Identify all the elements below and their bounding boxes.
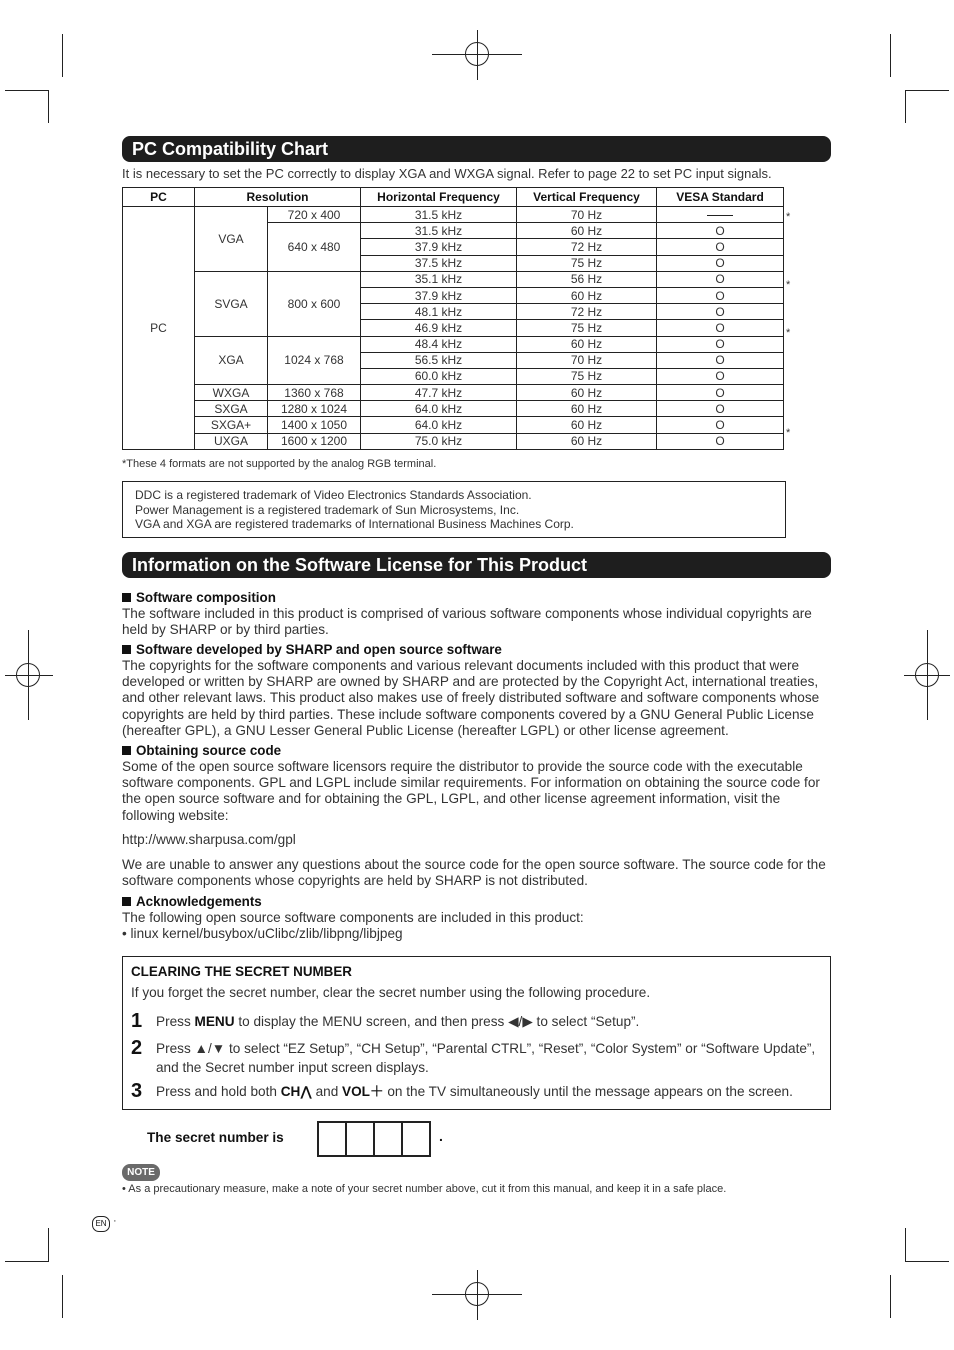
step-2-text: Press ▲/▼ to select “EZ Setup”, “CH Setup”, “Parental CTRL”, “Reset”, “Color System” or “Software Update”, and the Secret number input screen displays.	[156, 1041, 816, 1075]
unable-to-answer-text: We are unable to answer any questions about the source code for the open source software. The source code for the software components whose copyrights are held by SHARP is not distributed.	[122, 857, 826, 889]
group-sxga: SXGA	[195, 401, 268, 417]
h-freq-cell: 47.7 kHz	[361, 385, 517, 401]
secret-digit-box	[319, 1123, 347, 1155]
secret-digit-box	[375, 1123, 403, 1155]
vesa-cell: O	[657, 304, 784, 320]
h-freq-cell: 31.5 kHz	[361, 223, 517, 239]
secret-number-title: CLEARING THE SECRET NUMBER	[131, 964, 352, 979]
table-row	[123, 401, 784, 417]
square-bullet-icon	[122, 645, 131, 654]
group-uxga: UXGA	[195, 433, 268, 449]
h-freq-cell: 56.5 kHz	[361, 352, 517, 368]
secret-number-label: The secret number is	[147, 1130, 284, 1145]
step-number: 1	[131, 1010, 143, 1032]
h-freq-cell: 37.9 kHz	[361, 287, 517, 303]
group-vga: VGA	[195, 207, 268, 272]
header-vertical-frequency: Vertical Frequency	[517, 188, 657, 207]
step-number: 3	[131, 1080, 143, 1102]
v-freq-cell: 60 Hz	[517, 401, 657, 417]
software-developed-text: The copyrights for the software components and various relevant documents included with this product that were developed or written by SHARP are owned by SHARP and are protected by the Copyright Act, international treaties, and other relevant laws. This product also makes use of freely distributed software and software components whose copyrights are held by third parties. These include software components covered by a GNU General Public License (hereafter GPL), a GNU Lesser General Public License (hereafter LGPL) or other license agreement.	[122, 658, 820, 738]
obtaining-source-heading: Obtaining source code	[122, 743, 281, 758]
vesa-cell: O	[657, 368, 784, 384]
group-wxga: WXGA	[195, 385, 268, 401]
secret-number-period: .	[439, 1128, 443, 1144]
v-freq-cell: 60 Hz	[517, 287, 657, 303]
h-freq-cell: 64.0 kHz	[361, 401, 517, 417]
menu-key: MENU	[194, 1014, 235, 1029]
vesa-cell: O	[657, 433, 784, 449]
pc-label: PC	[123, 207, 195, 450]
v-freq-cell: 70 Hz	[517, 207, 657, 223]
vesa-cell: O	[657, 255, 784, 271]
vesa-cell: O	[657, 417, 784, 433]
group-sxga-plus: SXGA+	[195, 417, 268, 433]
resolution-cell: 800 x 600	[268, 271, 361, 336]
ch-up-key: CH⋀	[280, 1084, 312, 1099]
step-3-text: Press and hold both CH⋀ and VOL＋ on the TV simultaneously until the message appears on the screen.	[156, 1084, 793, 1099]
h-freq-cell: 48.1 kHz	[361, 304, 517, 320]
trademark-box	[122, 481, 786, 538]
software-developed-heading: Software developed by SHARP and open source software	[122, 642, 502, 657]
software-license-title: Information on the Software License for This Product	[122, 552, 831, 578]
table-row	[123, 207, 784, 223]
resolution-cell: 1280 x 1024	[268, 401, 361, 417]
h-freq-cell: 35.1 kHz	[361, 271, 517, 287]
table-footnote: *These 4 formats are not supported by the analog RGB terminal.	[122, 458, 437, 470]
v-freq-cell: 56 Hz	[517, 271, 657, 287]
resolution-cell: 720 x 400	[268, 207, 361, 223]
left-right-arrow-icon: ◀/▶	[508, 1014, 533, 1029]
dash-mark	[707, 215, 733, 216]
h-freq-cell: 48.4 kHz	[361, 336, 517, 352]
asterisk-mark: *	[786, 279, 791, 291]
note-badge: NOTE	[122, 1164, 160, 1181]
vesa-cell: O	[657, 336, 784, 352]
h-freq-cell: 60.0 kHz	[361, 368, 517, 384]
table-row	[123, 433, 784, 449]
resolution-cell: 1400 x 1050	[268, 417, 361, 433]
vesa-cell: O	[657, 320, 784, 336]
v-freq-cell: 70 Hz	[517, 352, 657, 368]
acknowledgements-list: • linux kernel/busybox/uClibc/zlib/libpng/libjpeg	[122, 926, 403, 941]
software-composition-text: The software included in this product is comprised of various software components whose individual copyrights are held by SHARP or by third parties.	[122, 606, 812, 638]
square-bullet-icon	[122, 593, 131, 602]
v-freq-cell: 60 Hz	[517, 433, 657, 449]
trademark-line: VGA and XGA are registered trademarks of International Business Machines Corp.	[135, 517, 574, 531]
resolution-cell: 640 x 480	[268, 223, 361, 272]
vol-up-key: VOL＋	[342, 1084, 384, 1099]
step-1-text: Press MENU to display the MENU screen, and then press ◀/▶ to select “Setup”.	[156, 1014, 640, 1029]
header-horizontal-frequency: Horizontal Frequency	[361, 188, 517, 207]
acknowledgements-heading: Acknowledgements	[122, 894, 262, 909]
software-composition-heading: Software composition	[122, 590, 276, 605]
vesa-cell: O	[657, 271, 784, 287]
trademark-line: Power Management is a registered trademark of Sun Microsystems, Inc.	[135, 502, 520, 517]
secret-digit-box	[347, 1123, 375, 1155]
header-vesa-standard: VESA Standard	[657, 188, 784, 207]
pc-compatibility-table	[122, 187, 784, 450]
secret-number-intro: If you forget the secret number, clear the secret number using the following procedure.	[131, 985, 651, 1000]
vesa-cell: O	[657, 287, 784, 303]
secret-number-entry-boxes	[317, 1121, 431, 1157]
table-row	[123, 336, 784, 352]
v-freq-cell: 75 Hz	[517, 320, 657, 336]
group-svga: SVGA	[195, 271, 268, 336]
step-number: 2	[131, 1037, 143, 1059]
acknowledgements-text: The following open source software components are included in this product:	[122, 910, 584, 925]
vesa-cell: O	[657, 385, 784, 401]
group-xga: XGA	[195, 336, 268, 385]
vesa-cell	[657, 207, 784, 223]
trademark-line: DDC is a registered trademark of Video Electronics Standards Association.	[135, 488, 532, 502]
resolution-cell: 1600 x 1200	[268, 433, 361, 449]
asterisk-mark: *	[786, 427, 791, 439]
table-row	[123, 417, 784, 433]
table-row	[123, 385, 784, 401]
table-header-row	[123, 188, 784, 207]
v-freq-cell: 72 Hz	[517, 304, 657, 320]
up-down-arrow-icon: ▲/▼	[194, 1041, 226, 1056]
vesa-cell: O	[657, 239, 784, 255]
square-bullet-icon	[122, 746, 131, 755]
vesa-cell: O	[657, 401, 784, 417]
h-freq-cell: 46.9 kHz	[361, 320, 517, 336]
h-freq-cell: 64.0 kHz	[361, 417, 517, 433]
asterisk-mark: *	[786, 211, 791, 223]
v-freq-cell: 72 Hz	[517, 239, 657, 255]
header-resolution: Resolution	[195, 188, 361, 207]
resolution-cell: 1360 x 768	[268, 385, 361, 401]
h-freq-cell: 37.9 kHz	[361, 239, 517, 255]
h-freq-cell: 37.5 kHz	[361, 255, 517, 271]
resolution-cell: 1024 x 768	[268, 336, 361, 385]
en-page-marker: EN	[92, 1216, 110, 1232]
page-marker-suffix: ·	[113, 1215, 117, 1227]
header-pc: PC	[123, 188, 195, 207]
v-freq-cell: 60 Hz	[517, 385, 657, 401]
vesa-cell: O	[657, 223, 784, 239]
v-freq-cell: 75 Hz	[517, 255, 657, 271]
vesa-cell: O	[657, 352, 784, 368]
v-freq-cell: 60 Hz	[517, 223, 657, 239]
asterisk-mark: *	[786, 327, 791, 339]
table-row	[123, 271, 784, 287]
trademark-lines	[135, 488, 574, 532]
note-text: • As a precautionary measure, make a note of your secret number above, cut it from this manual, and keep it in a safe place.	[122, 1183, 727, 1195]
h-freq-cell: 31.5 kHz	[361, 207, 517, 223]
pc-chart-intro: It is necessary to set the PC correctly to display XGA and WXGA signal. Refer to page 22 to set PC input signals.	[122, 166, 772, 181]
square-bullet-icon	[122, 897, 131, 906]
secret-digit-box	[403, 1123, 429, 1155]
gpl-url[interactable]: http://www.sharpusa.com/gpl	[122, 832, 296, 847]
obtaining-source-text: Some of the open source software licensors require the distributor to provide the source code with the executable software components. GPL and LGPL include similar requirements. For information on obtaining the source code for the open source software and for obtaining the GPL, LGPL, and other license agreement information, visit the following website:	[122, 759, 820, 823]
v-freq-cell: 60 Hz	[517, 336, 657, 352]
pc-chart-title: PC Compatibility Chart	[122, 136, 831, 162]
h-freq-cell: 75.0 kHz	[361, 433, 517, 449]
v-freq-cell: 75 Hz	[517, 368, 657, 384]
v-freq-cell: 60 Hz	[517, 417, 657, 433]
